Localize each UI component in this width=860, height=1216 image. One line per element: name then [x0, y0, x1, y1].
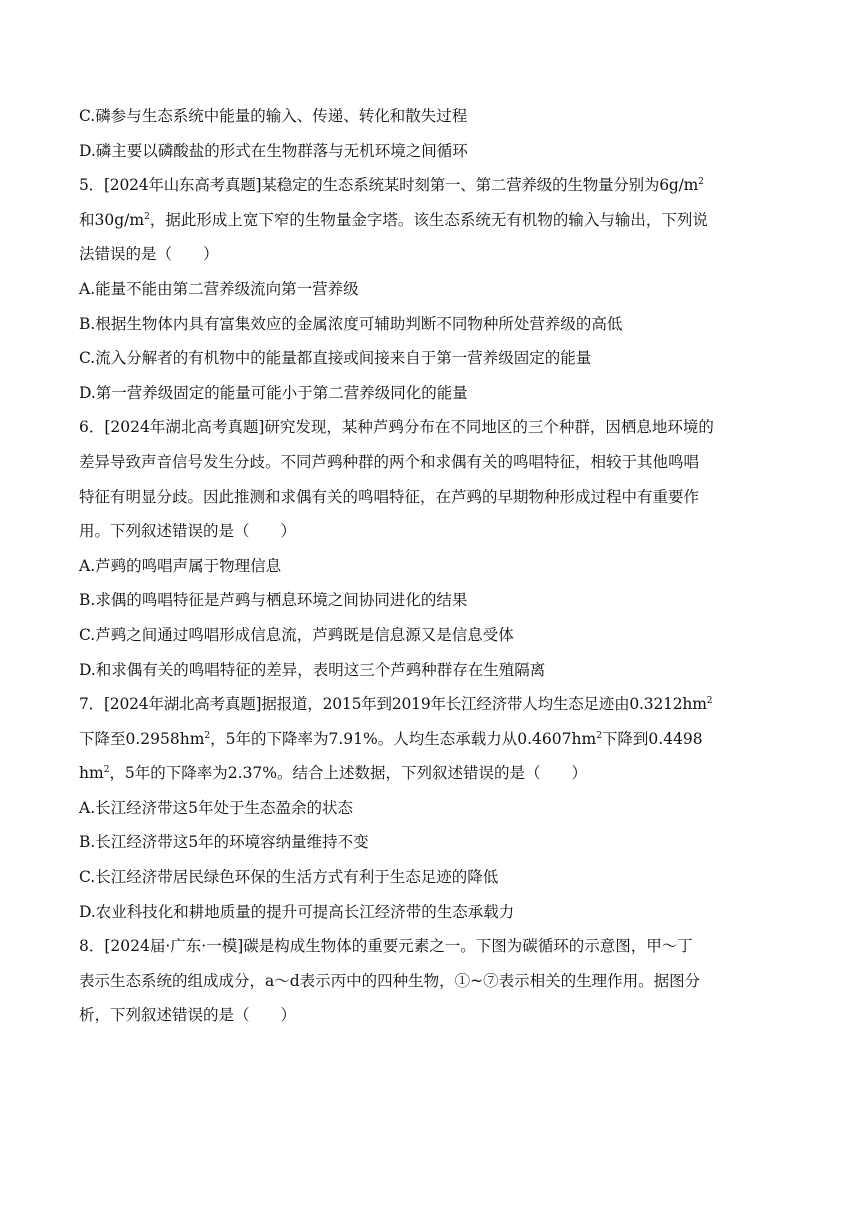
question-5-option-c: C.流入分解者的有机物中的能量都直接或间接来自于第一营养级固定的能量 — [79, 349, 592, 368]
question-6-option-d: D.和求偶有关的鸣唱特征的差异，表明这三个芦鹀种群存在生殖隔离 — [79, 660, 546, 679]
option-c-q4: C.磷参与生态系统中能量的输入、传递、转化和散失过程 — [79, 107, 468, 125]
question-8-stem-line-2: 表示生态系统的组成成分，a～d表示丙中的四种生物，①~⑦表示相关的生理作用。据图分 — [79, 971, 701, 990]
question-6-option-a: A.芦鹀的鸣唱声属于物理信息 — [79, 556, 282, 575]
question-6-stem-line-2: 差异导致声音信号发生分歧。不同芦鹀种群的两个和求偶有关的鸣唱特征，相较于其他鸣唱 — [79, 452, 700, 471]
question-6-stem-line-1: 6．[2024年湖北高考真题]研究发现，某种芦鹀分布在不同地区的三个种群，因栖息地环境的 — [79, 418, 714, 437]
question-7-stem-line-2: 下降至$0.2958hm^2$，5年的下降率为7.91%。人均生态承载力从$0.4607hm^2$下降到0.4498 — [79, 729, 703, 748]
question-8-stem-line-1: 8．[2024届·广东·一模]碳是构成生物体的重要元素之一。下图为碳循环的示意图，甲～丁 — [79, 937, 693, 956]
question-7-option-c: C.长江经济带居民绿色环保的生活方式有利于生态足迹的降低 — [79, 868, 499, 887]
question-7-stem-line-1: 7．[2024年湖北高考真题]据报道，2015年到2019年长江经济带人均生态足迹由$0.3212hm^2$ — [79, 695, 713, 714]
question-7-option-a: A.长江经济带这5年处于生态盈余的状态 — [79, 798, 353, 817]
question-5-stem-line-2: 和$30g/m^2$，据此形成上宽下窄的生物量金字塔。该生态系统无有机物的输入与输出，下列说 — [79, 210, 708, 229]
question-6-stem-line-4: 用。下列叙述错误的是（ ） — [79, 522, 297, 541]
question-5-option-d: D.第一营养级固定的能量可能小于第二营养级同化的能量 — [79, 383, 468, 402]
option-d-q4: D.磷主要以磷酸盐的形式在生物群落与无机环境之间循环 — [79, 141, 468, 160]
question-6-option-c: C.芦鹀之间通过鸣唱形成信息流，芦鹀既是信息源又是信息受体 — [79, 625, 514, 644]
question-6-option-b: B.求偶的鸣唱特征是芦鹀与栖息环境之间协同进化的结果 — [79, 591, 468, 610]
question-5-stem-line-1: 5．[2024年山东高考真题]某稳定的生态系统某时刻第一、第二营养级的生物量分别为$6g/m^2$ — [79, 176, 704, 195]
question-5-option-a: A.能量不能由第二营养级流向第一营养级 — [79, 279, 359, 298]
question-5-option-b: B.根据生物体内具有富集效应的金属浓度可辅助判断不同物种所处营养级的高低 — [79, 314, 623, 333]
question-6-stem-line-3: 特征有明显分歧。因此推测和求偶有关的鸣唱特征，在芦鹀的早期物种形成过程中有重要作 — [79, 487, 700, 506]
question-8-stem-line-3: 析，下列叙述错误的是（ ） — [79, 1006, 297, 1025]
question-7-option-d: D.农业科技化和耕地质量的提升可提高长江经济带的生态承载力 — [79, 902, 515, 921]
question-7-option-b: B.长江经济带这5年的环境容纳量维持不变 — [79, 833, 369, 852]
question-5-stem-line-3: 法错误的是（ ） — [79, 245, 219, 264]
document-page — [79, 99, 791, 1033]
question-7-stem-line-3: $hm^2$，5年的下降率为2.37%。结合上述数据，下列叙述错误的是（ ） — [79, 764, 588, 783]
